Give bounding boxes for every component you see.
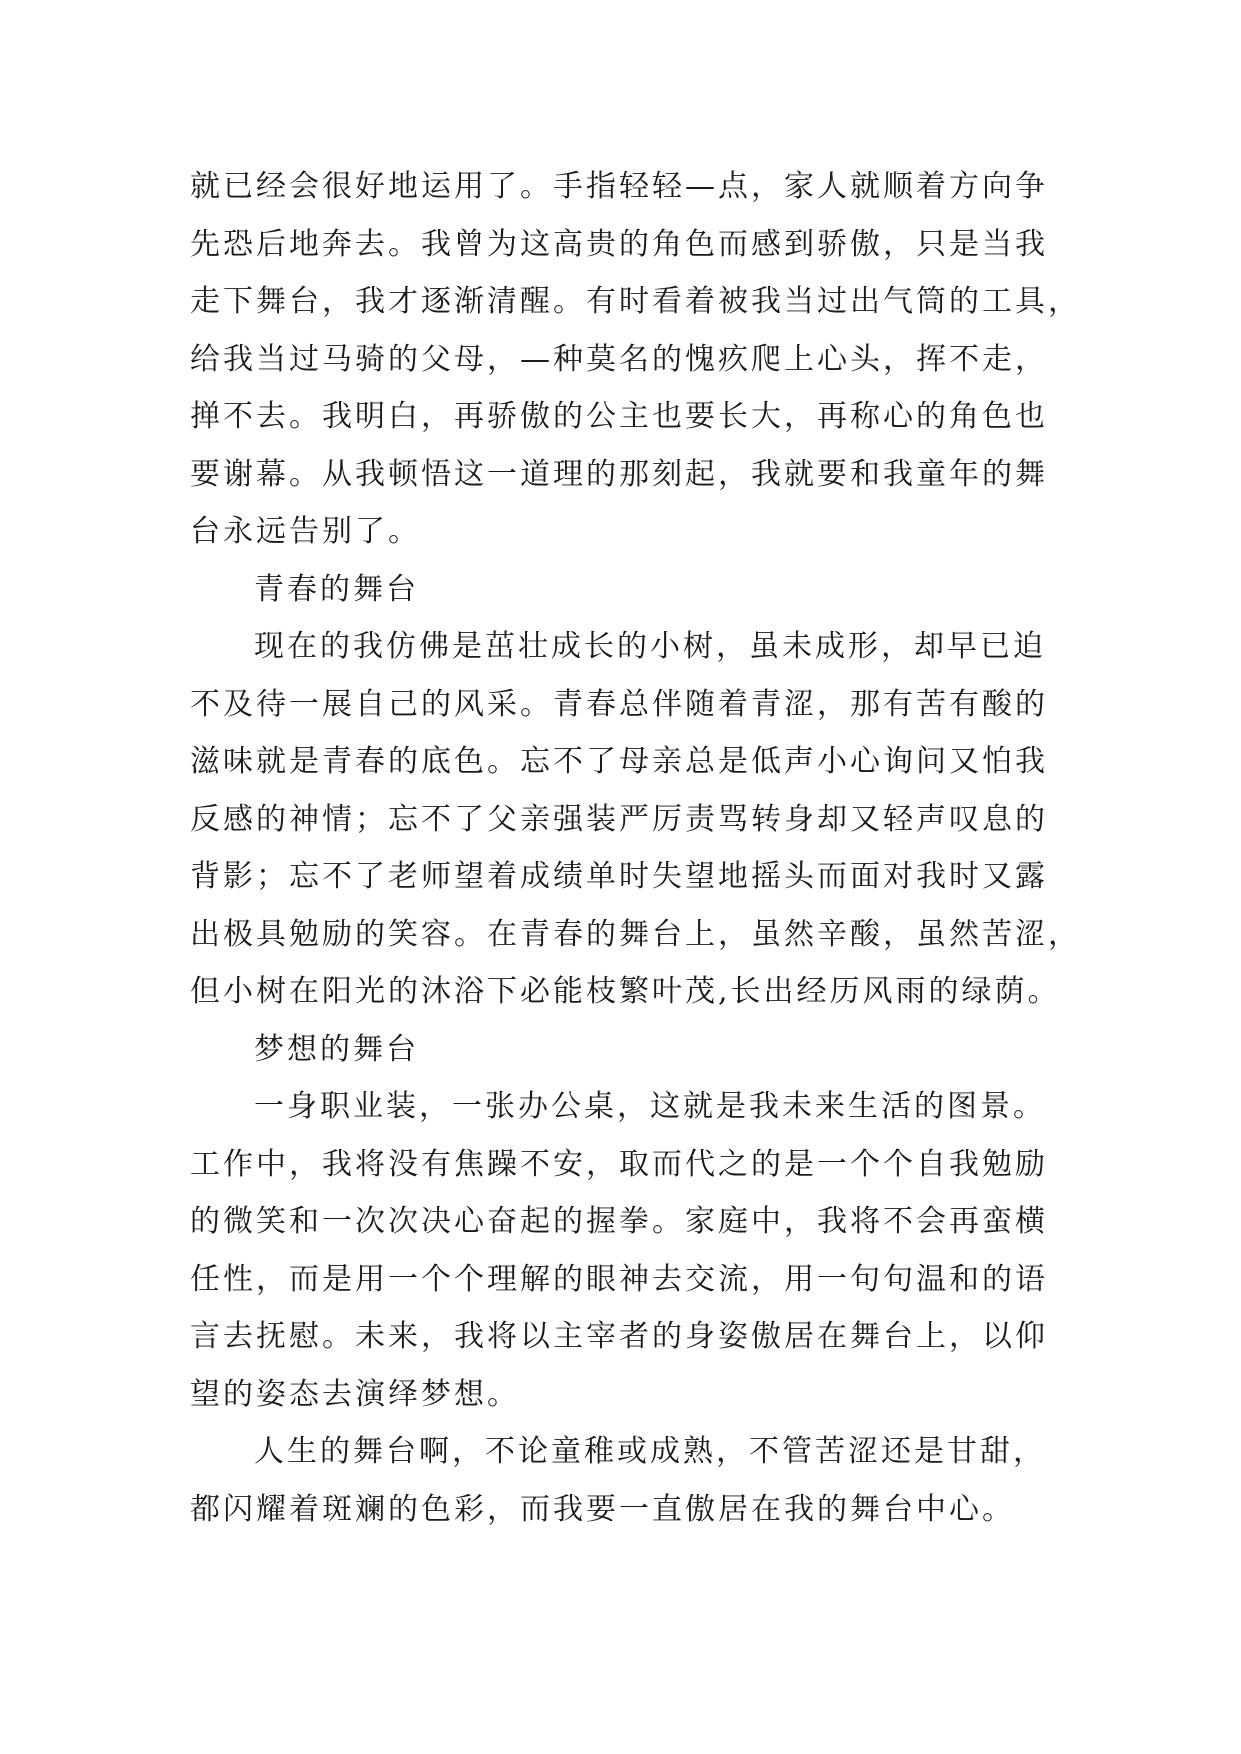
- text-line: 的微笑和一次次决心奋起的握拳。家庭中，我将不会再蛮横: [190, 1204, 1048, 1239]
- text-line: 言去抚慰。未来，我将以主宰者的身姿傲居在舞台上，以仰: [190, 1319, 1048, 1354]
- text-line: 但小树在阳光的沐浴下必能枝繁叶茂,长出经历风雨的绿荫。: [190, 974, 1061, 1009]
- text-line: 人生的舞台啊，不论童稚或成熟，不管苦涩还是甘甜，: [254, 1434, 1046, 1469]
- section-heading-youth: [190, 561, 1070, 619]
- document-body: [190, 158, 1081, 1538]
- text-line: 现在的我仿佛是茁壮成长的小树，虽未成形，却早已迫: [254, 629, 1046, 664]
- section-heading: 青春的舞台: [254, 571, 419, 607]
- text-line: 出极具勉励的笑容。在青春的舞台上，虽然辛酸，虽然苦涩，: [190, 916, 1081, 952]
- text-line: 走下舞台，我才逐渐清醒。有时看着被我当过出气筒的工具，: [190, 284, 1081, 319]
- text-line: 任性，而是用一个个理解的眼神去交流，用一句句温和的语: [190, 1261, 1048, 1297]
- text-line: 望的姿态去演绎梦想。: [190, 1376, 520, 1412]
- paragraph-conclusion: [190, 1423, 1070, 1538]
- text-line: 台永远告别了。: [190, 514, 421, 549]
- paragraph-dream: [190, 1078, 1070, 1423]
- text-line: 就已经会很好地运用了。手指轻轻—点，家人就顺着方向争: [190, 169, 1048, 204]
- text-line: 先恐后地奔去。我曾为这高贵的角色而感到骄傲，只是当我: [190, 226, 1048, 262]
- text-line: 工作中，我将没有焦躁不安，取而代之的是一个个自我勉励: [190, 1146, 1048, 1182]
- text-line: 背影；忘不了老师望着成绩单时失望地摇头而面对我时又露: [190, 859, 1048, 894]
- text-line: 一身职业装，一张办公桌，这就是我未来生活的图景。: [254, 1089, 1046, 1124]
- paragraph-youth: [190, 618, 1081, 1021]
- text-line: 不及待一展自己的风采。青春总伴随着青涩，那有苦有酸的: [190, 686, 1048, 722]
- text-line: 要谢幕。从我顿悟这一道理的那刻起，我就要和我童年的舞: [190, 456, 1048, 492]
- text-line: 给我当过马骑的父母，—种莫名的愧疚爬上心头，挥不走，: [190, 341, 1048, 377]
- paragraph-childhood-end: [190, 158, 1081, 561]
- text-line: 都闪耀着斑斓的色彩，而我要一直傲居在我的舞台中心。: [190, 1491, 1015, 1527]
- text-line: 滋味就是青春的底色。忘不了母亲总是低声小心询问又怕我: [190, 744, 1048, 779]
- section-heading-dream: [190, 1021, 1070, 1079]
- text-line: 掸不去。我明白，再骄傲的公主也要长大，再称心的角色也: [190, 399, 1048, 434]
- section-heading: 梦想的舞台: [254, 1031, 419, 1067]
- text-line: 反感的神情；忘不了父亲强装严厉责骂转身却又轻声叹息的: [190, 801, 1048, 837]
